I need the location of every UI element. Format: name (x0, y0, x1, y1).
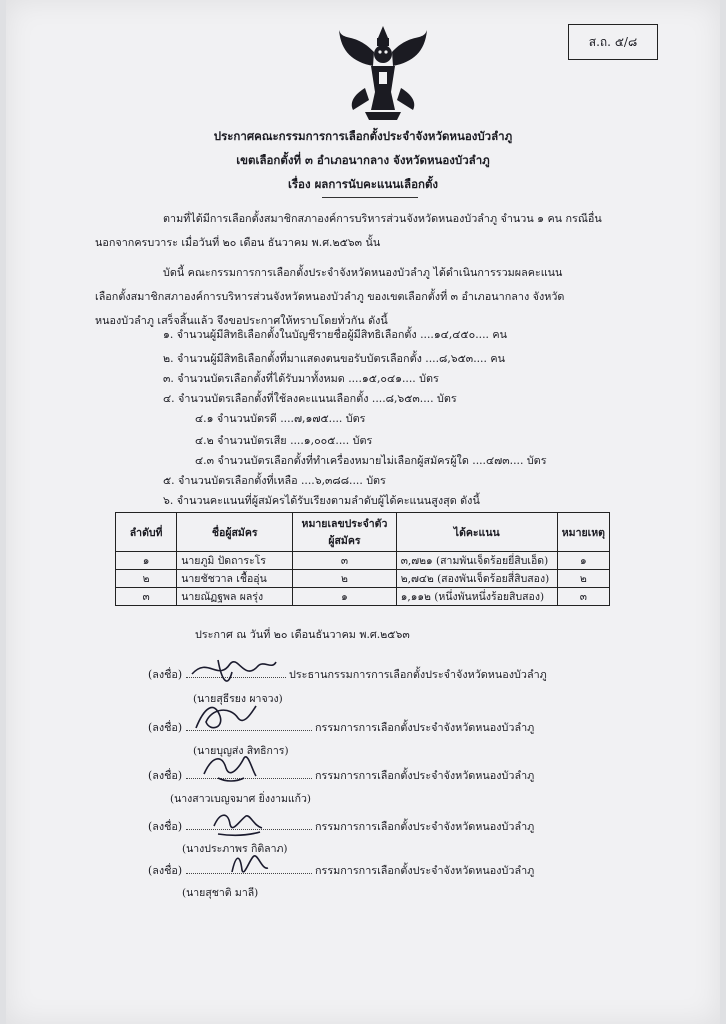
th-candidate: ชื่อผู้สมัคร (177, 513, 293, 552)
th-remark: หมายเหตุ (557, 513, 609, 552)
cell-score: ๓,๗๒๑ (สามพันเจ็ดร้อยยี่สิบเอ็ด) (396, 552, 557, 570)
header-line-2: เขตเลือกตั้งที่ ๓ อำเภอนากลาง จังหวัดหนองบัวลำภู (236, 153, 490, 167)
cell-number: ๒ (293, 570, 397, 588)
sign-label: (ลงชื่อ) กรรมการการเลือกตั้งประจำจังหวัดหนองบัวลำภู (148, 864, 535, 877)
signer-name: (นางสาวเบญจมาศ ยิ่งงามแก้ว) (170, 793, 312, 805)
signer-role: กรรมการการเลือกตั้งประจำจังหวัดหนองบัวลำภู (315, 721, 535, 734)
signer-name: (นายสุธีรยง ผาจวง) (193, 693, 283, 705)
cell-order: ๑ (116, 552, 177, 570)
cell-score: ๒,๗๔๒ (สองพันเจ็ดร้อยสี่สิบสอง) (396, 570, 557, 588)
item-4-2: ๔.๒ จำนวนบัตรเสีย ....๑,๐๐๕.... บัตร (195, 434, 373, 447)
form-code-box (568, 24, 658, 60)
para2-line2: เลือกตั้งสมาชิกสภาองค์การบริหารส่วนจังหวัดหนองบัวลำภู ของเขตเลือกตั้งที่ ๓ อำเภอนากลาง จังหวัด (95, 290, 565, 303)
header-rule (322, 197, 418, 198)
signer-role: ประธานกรรมการการเลือกตั้งประจำจังหวัดหนองบัวลำภู (289, 668, 547, 681)
item-4-1: ๔.๑ จำนวนบัตรดี ....๗,๑๗๕.... บัตร (195, 412, 366, 425)
cell-score: ๑,๑๑๒ (หนึ่งพันหนึ่งร้อยสิบสอง) (396, 588, 557, 606)
cell-remark: ๒ (557, 570, 609, 588)
th-candidate-number: หมายเลขประจำตัว ผู้สมัคร (293, 513, 397, 552)
handwritten-signature (228, 850, 272, 880)
cell-order: ๒ (116, 570, 177, 588)
cell-remark: ๓ (557, 588, 609, 606)
para2-line3: หนองบัวลำภู เสร็จสิ้นแล้ว จึงขอประกาศให้ทราบโดยทั่วกัน ดังนี้ (95, 314, 388, 327)
th-order: ลำดับที่ (116, 513, 177, 552)
para1-line1: ตามที่ได้มีการเลือกตั้งสมาชิกสภาองค์การบริหารส่วนจังหวัดหนองบัวลำภู จำนวน ๑ คน กรณีอื่น (163, 212, 602, 225)
table-header-row (116, 513, 610, 552)
cell-candidate: นายชัชวาล เชื้ออุ่น (177, 570, 293, 588)
handwritten-signature (188, 652, 278, 692)
signer-role: กรรมการการเลือกตั้งประจำจังหวัดหนองบัวลำภู (315, 769, 535, 782)
item-4-3: ๔.๓ จำนวนบัตรเลือกตั้งที่ทำเครื่องหมายไม่เลือกผู้สมัครผู้ใด ....๔๗๓.... บัตร (195, 454, 547, 467)
header-line-1: ประกาศคณะกรรมการการเลือกตั้งประจำจังหวัดหนองบัวลำภู (213, 129, 513, 143)
cell-candidate: นายภูมิ ปัดถาระโร (177, 552, 293, 570)
header-subject: เรื่อง ผลการนับคะแนนเลือกตั้ง (287, 177, 439, 191)
cell-number: ๑ (293, 588, 397, 606)
item-5: ๕. จำนวนบัตรเลือกตั้งที่เหลือ ....๖,๓๘๘.... บัตร (163, 474, 386, 487)
cell-candidate: นายณัฏฐพล ผลรุ่ง (177, 588, 293, 606)
table-row (116, 552, 610, 570)
cell-remark: ๑ (557, 552, 609, 570)
cell-order: ๓ (116, 588, 177, 606)
item-6: ๖. จำนวนคะแนนที่ผู้สมัครได้รับเรียงตามลำดับผู้ได้คะแนนสูงสุด ดังนี้ (163, 494, 480, 507)
signer-role: กรรมการการเลือกตั้งประจำจังหวัดหนองบัวลำภู (315, 864, 535, 877)
para2-line1: บัดนี้ คณะกรรมการการเลือกตั้งประจำจังหวัดหนองบัวลำภู ได้ดำเนินการรวมผลคะแนน (163, 266, 563, 279)
item-4: ๔. จำนวนบัตรเลือกตั้งที่ใช้ลงคะแนนเลือกตั้ง ....๘,๖๕๓.... บัตร (163, 392, 457, 405)
item-3: ๓. จำนวนบัตรเลือกตั้งที่ได้รับมาทั้งหมด ....๑๕,๐๔๑.... บัตร (163, 372, 439, 385)
handwritten-signature (210, 806, 266, 840)
cell-number: ๓ (293, 552, 397, 570)
signer-role: กรรมการการเลือกตั้งประจำจังหวัดหนองบัวลำภู (315, 820, 535, 833)
handwritten-signature (190, 698, 260, 738)
form-code: ส.ถ. ๕/๘ (588, 34, 638, 49)
garuda-emblem (335, 22, 431, 122)
para1-line2: นอกจากครบวาระ เมื่อวันที่ ๒๐ เดือน ธันวาคม พ.ศ.๒๕๖๓ นั้น (95, 236, 381, 249)
signer-name: (นายสุชาติ มาลี) (182, 887, 259, 899)
signer-name: (นางประภาพร กิติลาภ) (182, 843, 288, 855)
item-1: ๑. จำนวนผู้มีสิทธิเลือกตั้งในบัญชีรายชื่อผู้มีสิทธิเลือกตั้ง ....๑๔,๔๕๐.... คน (163, 328, 507, 341)
signer-name: (นายบุญส่ง สิทธิการ) (193, 745, 289, 757)
table-row (116, 588, 610, 606)
sign-label: (ลงชื่อ) ประธานกรรมการการเลือกตั้งประจำจังหวัดหนองบัวลำภู (148, 668, 547, 681)
item-2: ๒. จำนวนผู้มีสิทธิเลือกตั้งที่มาแสดงตนขอรับบัตรเลือกตั้ง ....๘,๖๕๓.... คน (163, 352, 505, 365)
th-score: ได้คะแนน (396, 513, 557, 552)
sign-label: (ลงชื่อ) กรรมการการเลือกตั้งประจำจังหวัดหนองบัวลำภู (148, 769, 535, 782)
handwritten-signature (200, 748, 260, 788)
announce-date: ประกาศ ณ วันที่ ๒๐ เดือนธันวาคม พ.ศ.๒๕๖๓ (195, 628, 410, 641)
table-row (116, 570, 610, 588)
results-table (115, 512, 610, 606)
sign-label: (ลงชื่อ) กรรมการการเลือกตั้งประจำจังหวัดหนองบัวลำภู (148, 721, 535, 734)
sign-label: (ลงชื่อ) กรรมการการเลือกตั้งประจำจังหวัดหนองบัวลำภู (148, 820, 535, 833)
